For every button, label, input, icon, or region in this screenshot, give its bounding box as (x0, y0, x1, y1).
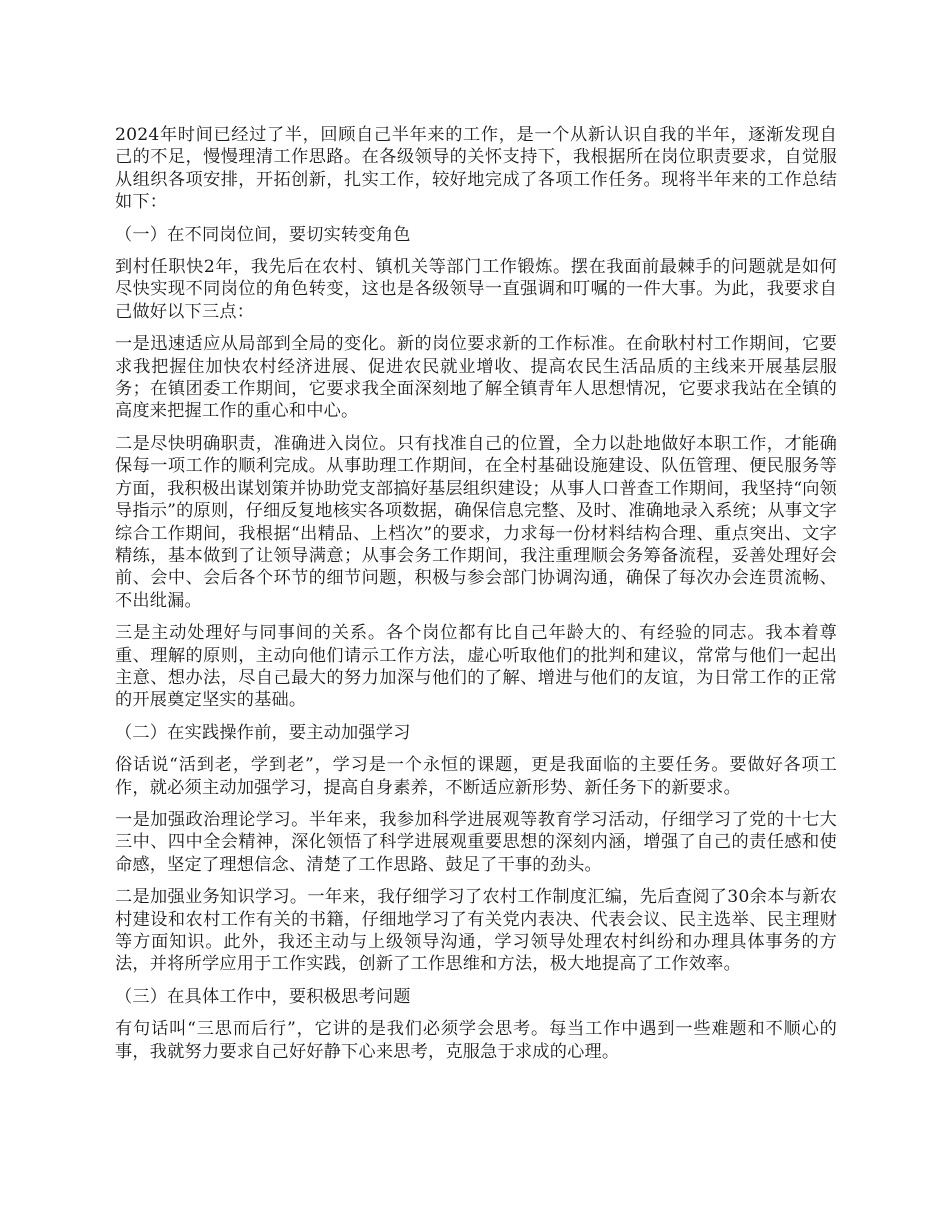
intro-paragraph: 2024年时间已经过了半，回顾自己半年来的工作，是一个从新认识自我的半年，逐渐发现自己的不足，慢慢理清工作思路。在各级领导的关怀支持下，我根据所在岗位职责要求，自觉服从组织各项安排，开拓创新，扎实工作，较好地完成了各项工作任务。现将半年来的工作总结如下： (115, 125, 837, 213)
section-2-point-2-paragraph: 二是加强业务知识学习。一年来，我仔细学习了农村工作制度汇编，先后查阅了30余本与新农村建设和农村工作有关的书籍，仔细地学习了有关党内表决、代表会议、民主选举、民主理财等方面知识。此外，我还主动与上级领导沟通，学习领导处理农村纠纷和办理具体事务的方法，并将所学应用于工作实践，创新了工作思维和方法，极大地提高了工作效率。 (115, 887, 837, 975)
section-3-intro-paragraph: 有句话叫“三思而后行”，它讲的是我们必须学会思考。每当工作中遇到一些难题和不顺心的事，我就努力要求自己好好静下心来思考，克服急于求成的心理。 (115, 1019, 837, 1062)
document-body (115, 124, 837, 1073)
section-1-intro-paragraph: 到村任职快2年，我先后在农村、镇机关等部门工作锻炼。摆在我面前最棘手的问题就是如何尽快实现不同岗位的角色转变，这也是各级领导一直强调和叮嘱的一件大事。为此，我要求自己做好以下三点： (115, 257, 837, 322)
section-2-point-1-paragraph: 一是加强政治理论学习。半年来，我参加科学进展观等教育学习活动，仔细学习了党的十七大三中、四中全会精神，深化领悟了科学进展观重要思想的深刻内涵，增强了自己的责任感和使命感，坚定了理想信念、清楚了工作思路、鼓足了干事的劲头。 (115, 809, 837, 875)
section-2-intro-paragraph: 俗话说“活到老，学到老”，学习是一个永恒的课题，更是我面临的主要任务。要做好各项工作，就必须主动加强学习，提高自身素养，不断适应新形势、新任务下的新要求。 (115, 755, 837, 798)
section-heading-2: （二）在实践操作前，要主动加强学习 (115, 722, 411, 743)
section-heading-3: （三）在具体工作中，要积极思考问题 (115, 986, 411, 1007)
section-1-point-2-paragraph: 二是尽快明确职责，准确进入岗位。只有找准自己的位置，全力以赴地做好本职工作，才能确保每一项工作的顺利完成。从事助理工作期间，在全村基础设施建设、队伍管理、便民服务等方面，我积极出谋划策并协助党支部搞好基层组织建设；从事人口普查工作期间，我坚持“向领导指示”的原则，仔细反复地核实各项数据，确保信息完整、及时、准确地录入系统；从事文字综合工作期间，我根据“出精品、上档次”的要求，力求每一份材料结构合理、重点突出、文字精练，基本做到了让领导满意；从事会务工作期间，我注重理顺会务筹备流程，妥善处理好会前、会中、会后各个环节的细节问题，积极与参会部门协调沟通，确保了每次办会连贯流畅、不出纰漏。 (115, 433, 837, 611)
section-1-point-1-paragraph: 一是迅速适应从局部到全局的变化。新的岗位要求新的工作标准。在俞耿村村工作期间，它要求我把握住加快农村经济进展、促进农民就业增收、提高农民生活品质的主线来开展基层服务；在镇团委工作期间，它要求我全面深刻地了解全镇青年人思想情况，它要求我站在全镇的高度来把握工作的重心和中心。 (115, 334, 837, 422)
section-heading-1: （一）在不同岗位间，要切实转变角色 (115, 224, 411, 245)
section-1-point-3-paragraph: 三是主动处理好与同事间的关系。各个岗位都有比自己年龄大的、有经验的同志。我本着尊重、理解的原则，主动向他们请示工作方法，虚心听取他们的批判和建议，常常与他们一起出主意、想办法，尽自己最大的努力加深与他们的了解、增进与他们的友谊，为日常工作的正常的开展奠定坚实的基础。 (115, 623, 837, 711)
